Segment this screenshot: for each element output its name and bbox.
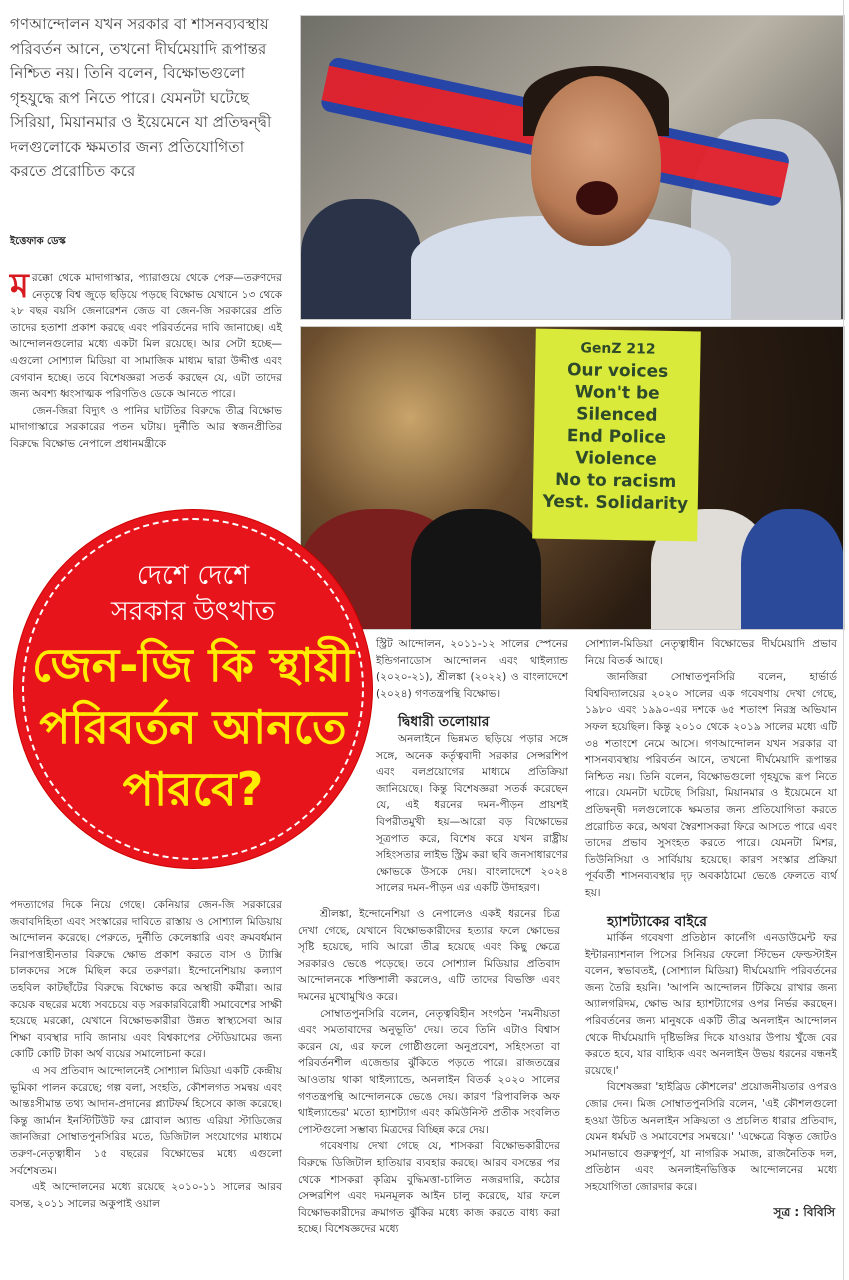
- subhead-double-edged-sword: দ্বিধারী তলোয়ার: [398, 714, 490, 731]
- paragraph: জানজিরা সোম্বাতপুনসিরি বলেন, হার্ভার্ড বিশ্ববিদ্যালয়ের ২০২০ সালের এক গবেষণায় দেখা গেছে, ১৯৮০ এবং ১৯৯০-এর দশকে ৬৫ শতাংশ নিরস্ত্র অভিযান সফল হয়েছিল। কিন্তু ২০১০ থেকে ২০১৯ সালের মধ্যে এটি ৩৪ শতাংশে নেমে আসে। গণআন্দোলন যখন সরকার বা শাসনব্যবস্থায় পরিবর্তন আনে, তখনো দীর্ঘমেয়াদি রূপান্তর নিশ্চিত নয়। তিনি বলেন, বিক্ষোভগুলো গৃহযুদ্ধে রূপ নিতে পারে। যেমনটা ঘটেছে সিরিয়া, মিয়ানমার ও ইয়েমেনে যা প্রতিদ্বন্দ্বী দলগুলোকে ক্ষমতার জন্য প্রতিযোগিতা করতে প্ররোচিত করে, অথবা স্বৈরশাসকরা ফিরে আসতে পারে এবং তাদের প্রভাব সুসংহত করতে পারে। যেমনটা মিশর, তিউনিসিয়া ও সার্বিয়ায় হয়েছে। কারণ সংস্কার প্রক্রিয়া পূর্ববর্তী শাসনব্যবস্থার দৃঢ় অবকাঠামো ভেঙে ফেলতে ব্যর্থ হয়।: [585, 671, 837, 899]
- photo-protester-with-flag: [300, 15, 845, 320]
- paragraph: মার্কিন গবেষণা প্রতিষ্ঠান কার্নেগি এনডাউমেন্ট ফর ইন্টারন্যাশনাল পিসের সিনিয়র ফেলো স্টিভেন ফেল্ডস্টাইন বলেন, স্বভাবতই, (সোশ্যাল মিডিয়া) দীর্ঘমেয়াদি পরিবর্তনের জন্য তৈরি হয়নি। 'আপনি আন্দোলন টিকিয়ে রাখার জন্য অ্যালগরিদম, ক্ষোভ আর হ্যাশট্যাগের ওপর নির্ভর করছেন। পরিবর্তনের জন্য মানুষকে একটি তীব্র অনলাইন আন্দোলন থেকে দীর্ঘমেয়াদি দৃষ্টিভঙ্গির দিকে যাওয়ার উপায় খুঁজে বের করতে হবে, যার বাহ্যিক এবং অনলাইন উভয় ধরনের বন্ধনই রয়েছে।': [585, 932, 837, 1077]
- face: [531, 76, 661, 246]
- headline-line: পারবে?: [122, 762, 264, 816]
- byline: ইত্তেফাক ডেস্ক: [10, 236, 66, 247]
- crowd-figure: [741, 509, 844, 629]
- lead-paragraph-2: জেন-জিরা বিদ্যুৎ ও পানির ঘাটতির বিরুদ্ধে তীব্র বিক্ষোভ মাদাগাস্কারে সরকারের পতন ঘটায়। দুর্নীতি আর স্বজনপ্রীতির বিরুদ্ধে বিক্ষোভ নেপালে প্রধানমন্ত্রীকে: [10, 404, 282, 450]
- paragraph: বিশেষজ্ঞরা 'হাইব্রিড কৌশলের' প্রয়োজনীয়তার ওপরও জোর দেন। মিজ সোম্বাতপুনসিরি বলেন, 'এই কৌশলগুলো হওয়া উচিত অনলাইন সক্রিয়তা ও প্রচলিত ধারার প্রতিবাদ, যেমন ধর্মঘট ও সমাবেশের সমন্বয়ে।' 'এক্ষেত্রে বিস্তৃত জোটও সমানভাবে গুরুত্বপূর্ণ, যা নাগরিক সমাজ, রাজনৈতিক দল, প্রতিষ্ঠান এবং অনলাইনভিত্তিক আন্দোলনের মধ্যে সহযোগিতা জোরদার করে।: [585, 1081, 837, 1193]
- source-credit: সূত্র : বিবিসি: [773, 1204, 835, 1219]
- paragraph: সোম্বাতপুনসিরি বলেন, নেতৃত্ববিহীন সংগঠন 'নমনীয়তা এবং সমতাবাদের অনুভূতি' দেয়। তবে তিনি এটাও বিশ্বাস করেন যে, এর ফলে গোষ্ঠীগুলো অনুপ্রবেশ, সহিংসতা বা পরিবর্তনশীল এজেন্ডার ঝুঁকিতে পড়তে পারে। রাজতন্ত্রের আওতায় থাকা থাইল্যান্ডে, অনলাইন বিতর্ক ২০২০ সালের গণতন্ত্রপন্থি আন্দোলনকে ভেঙে দেয়। কারণ 'রিপাবলিক অফ থাইল্যান্ডের' মতো হ্যাশট্যাগ এবং কমিউনিস্ট প্রতীক সংবলিত পোস্টগুলো সম্ভাব্য মিত্রদের বিচ্ছিন্ন করে দেয়।: [298, 1007, 560, 1136]
- sign-line: Won't be: [574, 382, 660, 404]
- photo-night-protest: [300, 326, 845, 630]
- paragraph: এ সব প্রতিবাদ আন্দোলনেই সোশ্যাল মিডিয়া একটি কেন্দ্রীয় ভূমিকা পালন করেছে; গল্প বলা, সংহতি, কৌশলগত সমন্বয় এবং আন্তঃসীমান্ত তথ্য আদান-প্রদানের প্ল্যাটফর্ম হিসেবে কাজ করেছে। কিন্তু জার্মান ইনস্টিটিউট ফর গ্লোবাল অ্যান্ড এরিয়া স্টাডিজের জানজিরা সোম্বাতপুনসিরির মতে, ডিজিটাল সংযোগের মাধ্যমে তরুণ-নেতৃত্বাধীন ১৫ বছরের বিক্ষোভের মধ্যে এগুলো সর্বশেষতম।: [10, 1064, 282, 1177]
- mouth: [576, 181, 618, 215]
- paragraph: এই আন্দোলনের মধ্যে রয়েছে ২০১০-১১ সালের আরব বসন্ত, ২০১১ সালের অকুপাই ওয়াল: [10, 1181, 282, 1210]
- crowd-figure: [301, 199, 421, 319]
- protest-sign: [532, 329, 701, 542]
- pull-quote: গণআন্দোলন যখন সরকার বা শাসনব্যবস্থায় পরিবর্তন আনে, তখনো দীর্ঘমেয়াদি রূপান্তর নিশ্চিত নয়। তিনি বলেন, বিক্ষোভগুলো গৃহযুদ্ধে রূপ নিতে পারে। যেমনটা ঘটেছে সিরিয়া, মিয়ানমার ও ইয়েমেনে যা প্রতিদ্বন্দ্বী দলগুলোকে ক্ষমতার জন্য প্রতিযোগিতা করতে প্ররোচিত করে: [10, 15, 272, 180]
- crowd-figure: [411, 509, 541, 629]
- paragraph: পদত্যাগের দিকে নিয়ে গেছে। কেনিয়ার জেন-জি সরকারের জবাবদিহিতা এবং সংস্কারের দাবিতে রাস্তায় ও সোশ্যাল মিডিয়ায় আন্দোলন করেছে। পেরুতে, দুর্নীতি কেলেঙ্কারি এবং ক্রমবর্ধমান নিরাপত্তাহীনতার বিরুদ্ধে ক্ষোভ প্রকাশ করতে বাস ও ট্যাক্সি চালকদের সঙ্গে মিছিল করে তরুণরা। ইন্দোনেশিয়ায় কল্যাণ তহবিল কাটছাঁটের বিরুদ্ধে বিক্ষোভ করে অস্থায়ী কর্মীরা। আর কয়েক বছরের মধ্যে সবচেয়ে বড় সরকারবিরোধী সমাবেশের সাক্ষী হয়েছে মরক্কো, যেখানে বিক্ষোভকারীরা উন্নত স্বাস্থ্যসেবা আর শিক্ষা ব্যবস্থার দাবি জানায় এবং বিশ্বকাপের স্টেডিয়ামের জন্য কোটি কোটি টাকা অর্থ ব্যয়ের সমালোচনা করে।: [10, 899, 282, 1061]
- column-b-lower: [298, 906, 560, 1238]
- sign-line: End Police: [566, 426, 667, 448]
- kicker-line: দেশে দেশে: [136, 560, 250, 591]
- headline-line: জেন-জি কি স্থায়ী: [31, 638, 355, 692]
- sign-line: Violence: [575, 448, 657, 470]
- sign-line: Yest. Solidarity: [542, 491, 689, 515]
- column-b: [298, 636, 568, 897]
- sign-line: Silenced: [576, 404, 658, 426]
- column-c: [585, 636, 837, 1220]
- column-rule: [843, 0, 844, 1280]
- column-a: [10, 897, 282, 1212]
- subhead-beyond-hashtag: হ্যাশট্যাকের বাইরে: [607, 913, 707, 930]
- paragraph: শ্রীলঙ্কা, ইন্দোনেশিয়া ও নেপালেও একই ধরনের চিত্র দেখা গেছে, যেখানে বিক্ষোভকারীদের হত্যার ফলে ক্ষোভের সৃষ্টি হয়েছে, দাবি আরো তীব্র হয়েছে এবং কিছু ক্ষেত্রে সরকারও ভেঙে পড়েছে। তবে সোশ্যাল মিডিয়ার প্রতিবাদ আন্দোলনকে শক্তিশালী করলেও, এটি তাদের বিভক্তি এবং দমনের মুখোমুখিও করে।: [298, 908, 560, 1003]
- paragraph: সোশ্যাল-মিডিয়া নেতৃত্বাধীন বিক্ষোভের দীর্ঘমেয়াদি প্রভাব নিয়ে বিতর্ক আছে।: [585, 638, 837, 667]
- paragraph: অনলাইনে ভিন্নমত ছড়িয়ে পড়ার সঙ্গে সঙ্গে, অনেক কর্তৃত্ববাদী সরকার সেন্সরশিপ এবং বলপ্রয়োগের মাধ্যমে প্রতিক্রিয়া জানিয়েছে। কিন্তু বিশেষজ্ঞরা সতর্ক করেছেন যে, এই ধরনের দমন-পীড়ন প্রায়শই বিপরীতমুখী হয়—আরো বড় বিক্ষোভের সূত্রপাত করে, বিশেষ করে যখন রাষ্ট্রীয় সহিংসতার লাইভ স্ট্রিম করা ছবি জনসাধারণের ক্ষোভকে উসকে দেয়। বাংলাদেশে ২০২৪ সালের দমন-পীড়ন এর একটি উদাহরণ।: [376, 732, 568, 895]
- sign-line: No to racism: [554, 469, 677, 493]
- headline-line: পরিবর্তন আনতে: [39, 700, 347, 754]
- sign-line: GenZ 212: [580, 340, 656, 358]
- sign-line: Our voices: [566, 360, 669, 382]
- paragraph: স্ট্রিট আন্দোলন, ২০১১-১২ সালের স্পেনের ইন্ডিগনাডোস আন্দোলন এবং থাইল্যান্ড (২০২০-২১), শ্রীলঙ্কা (২০২২) ও বাংলাদেশে (২০২৪) গণতন্ত্রপন্থি বিক্ষোভ।: [376, 638, 568, 700]
- lead-paragraph: [10, 266, 282, 403]
- kicker-line: সরকার উৎখাত: [110, 596, 276, 627]
- paragraph: গবেষণায় দেখা গেছে যে, শাসকরা বিক্ষোভকারীদের বিরুদ্ধে ডিজিটাল হাতিয়ার ব্যবহার করছে। আরব বসন্তের পর থেকে শাসকরা কৃত্রিম বুদ্ধিমত্তা-চালিত নজরদারি, কঠোর সেন্সরশিপ এবং দমনমূলক আইন চালু করেছে, যার ফলে বিক্ষোভকারীদের ক্রমাগত ঝুঁকির মধ্যে কাজ করতে বাধ্য করা হচ্ছে। বিশেষজ্ঞদের মধ্যে: [298, 1140, 560, 1236]
- lead-paragraph-text: রক্কো থেকে মাদাগাস্কার, প্যারাগুয়ে থেকে পেরু—তরুণদের নেতৃত্বে বিশ্ব জুড়ে ছড়িয়ে পড়ছে বিক্ষোভ যেখানে ১৩ থেকে ২৮ বছর বয়সি জেনারেশন জেড বা জেন-জি সরকারের প্রতি তাদের হতাশা প্রকাশ করছে এবং পরিবর্তনের দাবি জানাচ্ছে। এই আন্দোলনগুলোর মধ্যে একটা মিল রয়েছে। আর সেটা হচ্ছে—এগুলো সোশ্যাল মিডিয়া বা সামাজিক মাধ্যম দ্বারা উদ্দীপ্ত এবং বেগবান হচ্ছে। তবে বিশেষজ্ঞরা সতর্ক করছেন যে, এটা তাদের জন্য অবশ্য ধ্বংসাত্মক পরিণতিও ডেকে আনতে পারে।: [10, 272, 282, 401]
- headline-kicker: [14, 558, 372, 630]
- lead-column: [10, 266, 282, 453]
- drop-cap: ম: [10, 266, 29, 306]
